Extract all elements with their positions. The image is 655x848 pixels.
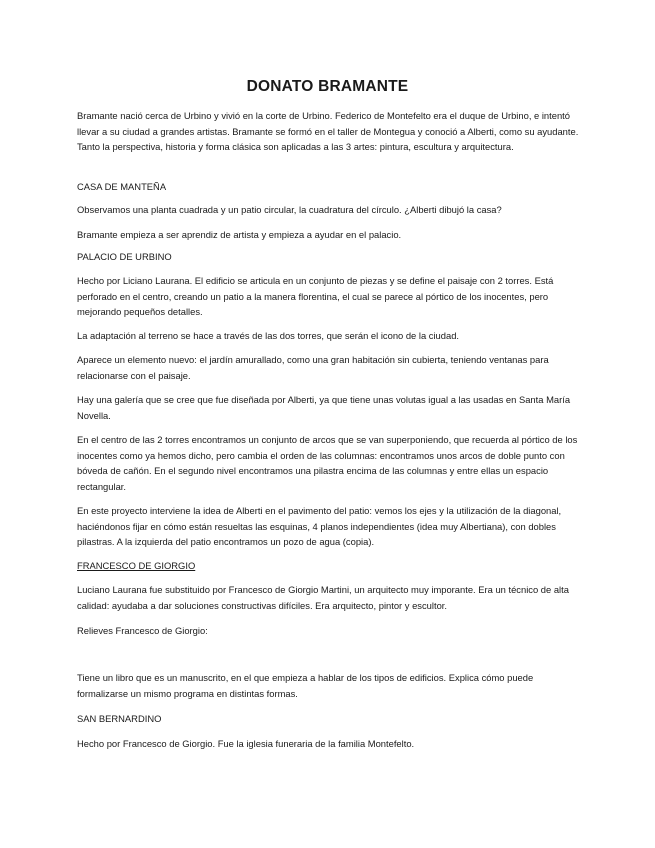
paragraph: En este proyecto interviene la idea de Alberti en el pavimento del patio: vemos los ejes y la utilización de la diagonal, haciéndonos fijar en cómo están resueltas las esquinas, 4 planos independientes (idea muy Albertiana), con dobles pilastras. A la izquierda del patio encontramos un pozo de agua (copia).: [77, 505, 562, 548]
paragraph: Hecho por Liciano Laurana. El edificio se articula en un conjunto de piezas y se define el paisaje con 2 torres. Está perforado en el centro, creando un patio a la manera florentina, el cual se parece al pórtico de los inocentes, pero mejorando pequeños detalles.: [77, 275, 554, 318]
paragraph: Luciano Laurana fue substituido por Francesco de Giorgio Martini, un arquitecto muy imporante. Era un técnico de alta calidad: ayudaba a dar soluciones constructivas difíciles. Era arquitecto, pintor y escultor.: [77, 584, 569, 611]
section-heading-francesco-de-giorgio: FRANCESCO DE GIORGIO: [77, 560, 196, 571]
paragraph: Observamos una planta cuadrada y un patio circular, la cuadratura del círculo. ¿Alberti dibujó la casa?: [77, 204, 502, 215]
paragraph: Aparece un elemento nuevo: el jardín amurallado, como una gran habitación sin cubierta, teniendo ventanas para relacionarse con el paisaje.: [77, 354, 549, 381]
paragraph: Relieves Francesco de Giorgio:: [77, 625, 208, 636]
paragraph: Bramante empieza a ser aprendiz de artista y empieza a ayudar en el palacio.: [77, 229, 402, 240]
paragraph: Hay una galería que se cree que fue diseñada por Alberti, ya que tiene unas volutas igual a las usadas en Santa María Novella.: [77, 394, 571, 421]
document-title: DONATO BRAMANTE: [246, 78, 409, 95]
section-heading-palacio-de-urbino: PALACIO DE URBINO: [77, 251, 172, 262]
paragraph: En el centro de las 2 torres encontramos un conjunto de arcos que se van superponiendo, que recuerda al pórtico de los inocentes como ya hemos dicho, pero cambia el orden de las columnas: encontramos unos arcos de doble punto con bóveda de cañón. En el segundo nivel encontramos una pilastra encima de las columnas y entre ellas un espacio rectangular.: [77, 434, 578, 492]
section-heading-san-bernardino: SAN BERNARDINO: [77, 713, 162, 724]
section-heading-casa-de-mantena: CASA DE MANTEÑA: [77, 181, 167, 192]
paragraph: Hecho por Francesco de Giorgio. Fue la iglesia funeraria de la familia Montefelto.: [77, 738, 415, 749]
paragraph: Tiene un libro que es un manuscrito, en el que empieza a hablar de los tipos de edificios. Explica cómo puede formalizarse un mismo programa en distintas formas.: [77, 672, 534, 699]
paragraph: La adaptación al terreno se hace a través de las dos torres, que serán el icono de la ciudad.: [77, 330, 460, 341]
intro-paragraph: Bramante nació cerca de Urbino y vivió en la corte de Urbino. Federico de Montefelto era el duque de Urbino, e intentó llevar a su ciudad a grandes artistas. Bramante se formó en el taller de Montegua y conoció a Alberti, como su ayudante. Tanto la perspectiva, historia y forma clásica son aplicadas a las 3 artes: pintura, escultura y arquitectura.: [77, 110, 579, 153]
